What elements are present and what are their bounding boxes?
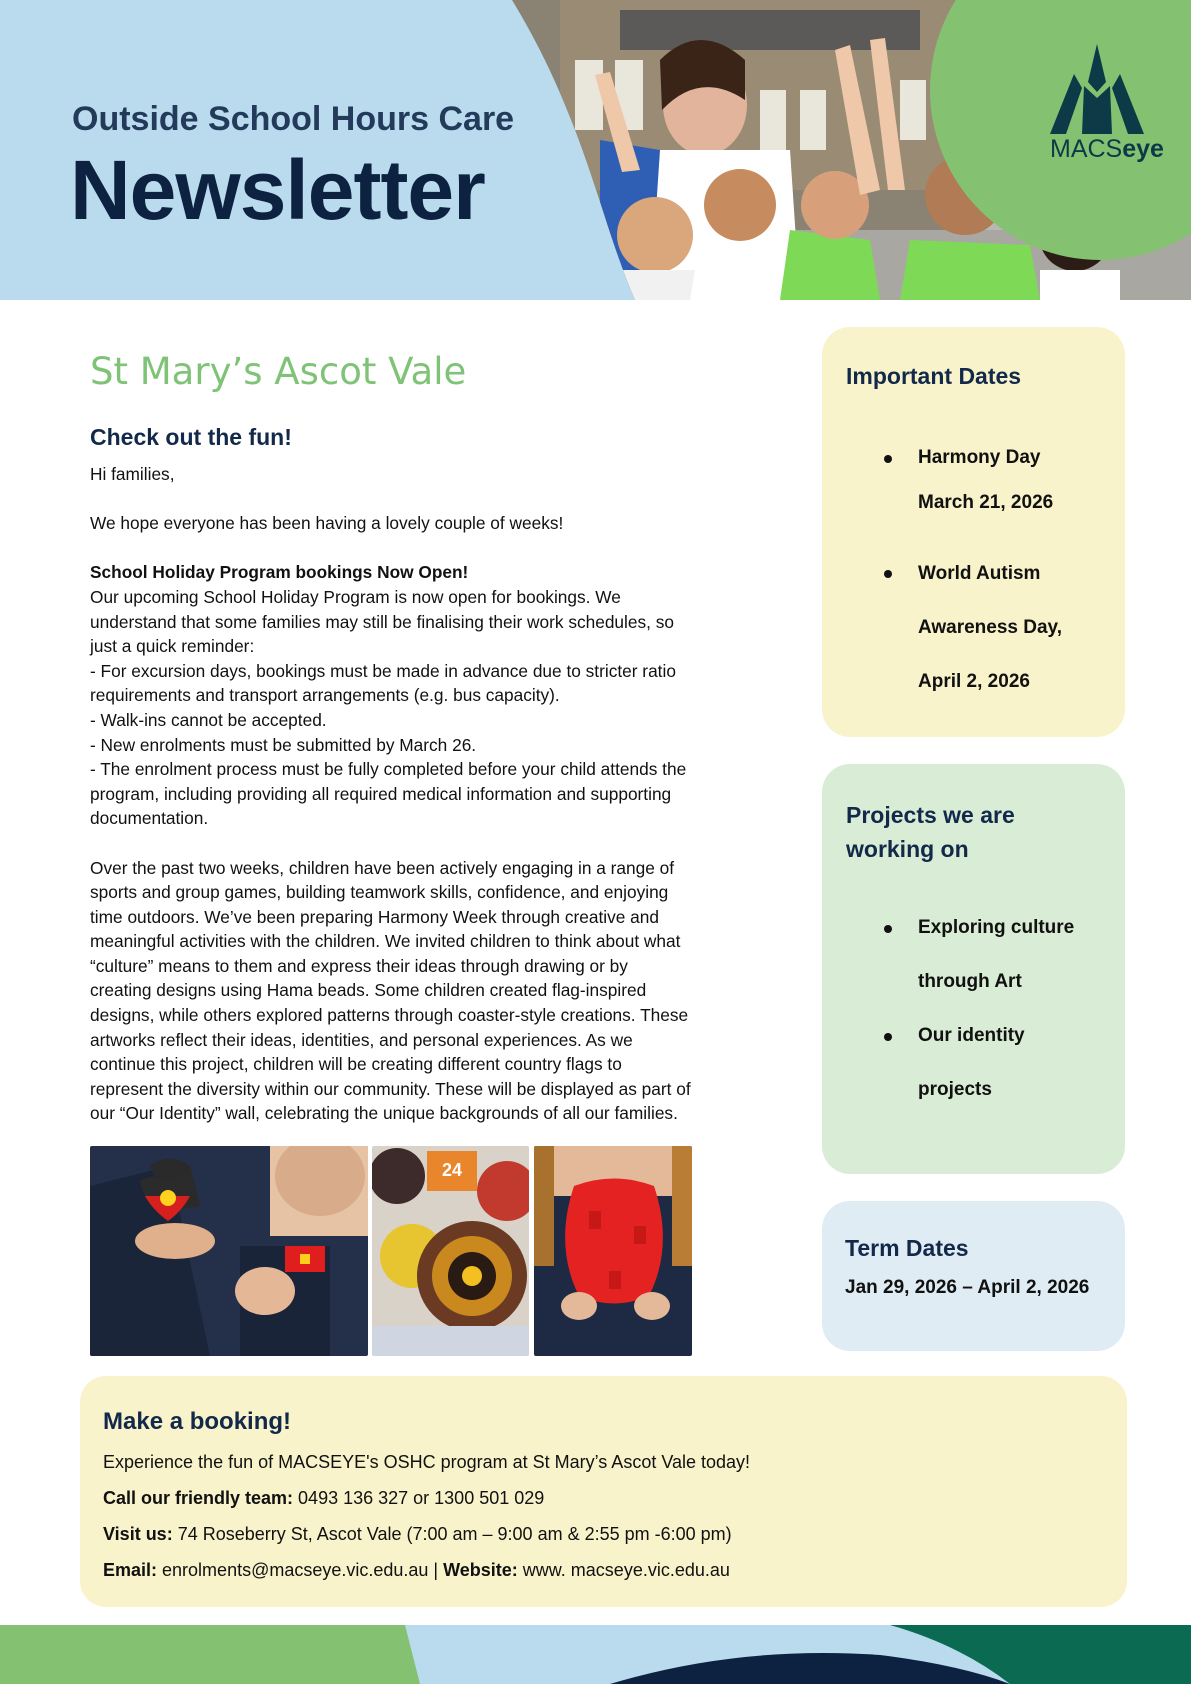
holiday-line: - For excursion days, bookings must be made in advance due to stricter ratio <box>90 660 676 681</box>
date-item-autism-title: World Autism <box>918 563 1041 584</box>
project-item-identity-2: projects <box>918 1079 992 1100</box>
booking-title: Make a booking! <box>103 1408 292 1435</box>
holiday-line: program, including providing all required medical information and supporting <box>90 783 672 804</box>
activity-line: meaningful activities with the children. We invited children to think about what <box>90 931 681 952</box>
date-item-harmony-date: March 21, 2026 <box>918 492 1054 513</box>
holiday-line: documentation. <box>90 808 209 829</box>
bullet <box>884 1033 892 1041</box>
header-banner <box>0 0 1191 300</box>
bullet <box>884 925 892 933</box>
gallery-photo-beads <box>372 1146 529 1356</box>
bullet <box>884 455 892 463</box>
holiday-line: understand that some families may still be finalising their work schedules, so <box>90 611 674 632</box>
activity-line: designs, while others explored patterns through coaster-style creations. These <box>90 1005 689 1026</box>
footer-decoration <box>0 1625 1191 1684</box>
term-dates-title: Term Dates <box>845 1235 969 1261</box>
projects-panel <box>822 764 1125 1174</box>
term-dates-range: Jan 29, 2026 – April 2, 2026 <box>845 1277 1090 1298</box>
section-heading: Check out the fun! <box>90 424 292 450</box>
activity-line: Over the past two weeks, children have been actively engaging in a range of <box>90 857 675 878</box>
gallery-photo-flags <box>90 1146 368 1356</box>
activity-line: represent the diversity within our community. These will be displayed as part of <box>90 1078 691 1099</box>
activity-line: “culture” means to them and express their ideas through drawing or by <box>90 955 628 976</box>
booking-visit: Visit us: 74 Roseberry St, Ascot Vale (7:00 am – 9:00 am & 2:55 pm -6:00 pm) <box>103 1524 732 1544</box>
holiday-heading: School Holiday Program bookings Now Open! <box>90 562 469 583</box>
activity-line: artworks reflect their ideas, identities, and personal experiences. As we <box>90 1029 633 1050</box>
phone-numbers[interactable]: 0493 136 327 or 1300 501 029 <box>293 1488 545 1508</box>
activity-line: continue this project, children will be creating different country flags to <box>90 1054 622 1075</box>
activity-line: time outdoors. We’ve been preparing Harmony Week through creative and <box>90 906 659 927</box>
website-link[interactable]: www. macseye.vic.edu.au <box>517 1560 730 1580</box>
activity-line: creating designs using Hama beads. Some children created flag-inspired <box>90 980 647 1001</box>
booking-call: Call our friendly team: 0493 136 327 or 1300 501 029 <box>103 1488 545 1508</box>
activity-line: sports and group games, building teamwork skills, confidence, and enjoying <box>90 882 669 903</box>
project-item-identity: Our identity <box>918 1025 1025 1046</box>
project-item-culture: Exploring culture <box>918 917 1075 938</box>
date-item-autism-title-2: Awareness Day, <box>918 617 1062 638</box>
newsletter-body <box>90 462 740 1126</box>
important-dates-panel <box>822 327 1125 737</box>
intro-text: We hope everyone has been having a lovely couple of weeks! <box>90 513 564 534</box>
photo-label: 24 <box>441 1160 463 1180</box>
email-link[interactable]: enrolments@macseye.vic.edu.au | <box>157 1560 444 1580</box>
activity-line: our “Our Identity” wall, celebrating the unique backgrounds of all our families. <box>90 1103 678 1124</box>
booking-contact: Email: enrolments@macseye.vic.edu.au | Website: www. macseye.vic.edu.au <box>103 1560 730 1580</box>
header-title: Newsletter <box>70 143 485 237</box>
important-dates-title: Important Dates <box>846 363 1022 389</box>
holiday-line: - Walk-ins cannot be accepted. <box>90 709 327 730</box>
address: 74 Roseberry St, Ascot Vale (7:00 am – 9:00 am & 2:55 pm -6:00 pm) <box>172 1524 732 1544</box>
gallery-photo-red-craft <box>534 1146 692 1356</box>
project-item-culture-2: through Art <box>918 971 1022 992</box>
holiday-line: requirements and transport arrangements (e.g. bus capacity). <box>90 685 560 706</box>
bullet <box>884 570 892 578</box>
term-dates-panel <box>822 1201 1125 1351</box>
holiday-line: Our upcoming School Holiday Program is now open for bookings. We <box>90 586 621 607</box>
holiday-line: just a quick reminder: <box>90 636 255 657</box>
holiday-line: - New enrolments must be submitted by March 26. <box>90 734 477 755</box>
school-name: St Mary’s Ascot Vale <box>90 350 467 393</box>
date-item-autism-date: April 2, 2026 <box>918 671 1030 692</box>
projects-title: Projects we are working on <box>846 802 1015 862</box>
header-subtitle: Outside School Hours Care <box>72 100 515 138</box>
booking-panel <box>80 1376 1127 1607</box>
date-item-harmony-title: Harmony Day <box>918 447 1041 468</box>
holiday-line: - The enrolment process must be fully completed before your child attends the <box>90 759 687 780</box>
booking-intro: Experience the fun of MACSEYE's OSHC program at St Mary’s Ascot Vale today! <box>103 1452 751 1472</box>
macseye-logo-text: MACSeye <box>1050 135 1164 163</box>
greeting: Hi families, <box>90 464 175 484</box>
